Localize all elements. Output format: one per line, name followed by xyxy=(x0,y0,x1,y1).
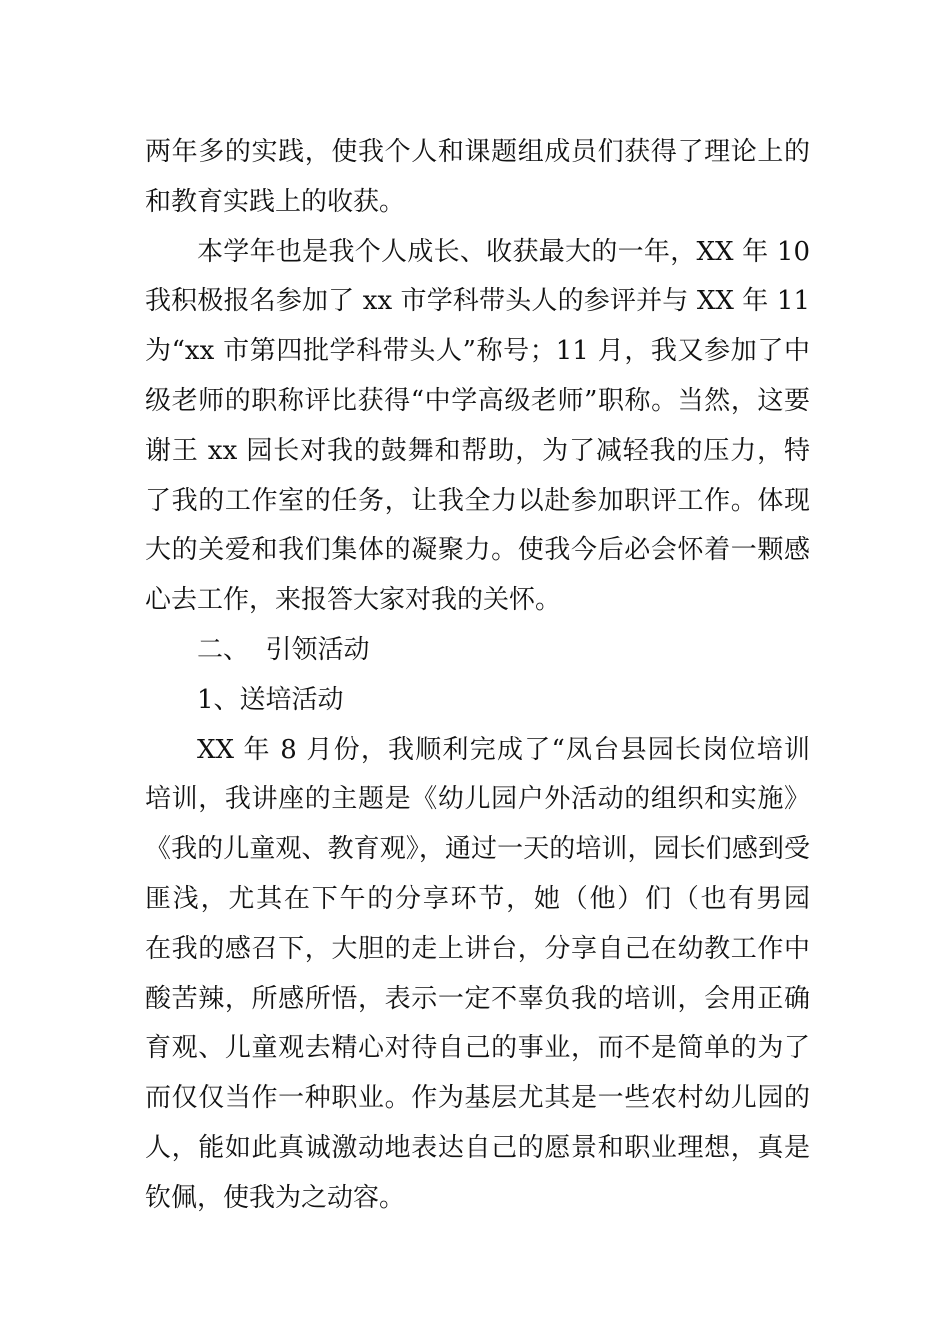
paragraph-line: 本学年也是我个人成长、收获最大的一年，XX 年 10 xyxy=(197,236,810,267)
paragraph-line: 而仅仅当作一种职业。作为基层尤其是一些农村幼儿园的 xyxy=(145,1083,810,1114)
paragraph-line: 级老师的职称评比获得“中学高级老师”职称。当然，这要 xyxy=(145,385,810,416)
subsection-heading: 1、送培活动 xyxy=(197,684,344,715)
document-body xyxy=(145,128,810,1224)
paragraph-line: 酸苦辣，所感所悟，表示一定不辜负我的培训，会用正确 xyxy=(145,983,810,1014)
paragraph-line: 心去工作，来报答大家对我的关怀。 xyxy=(145,585,562,616)
paragraph-line: 为“xx 市第四批学科带头人”称号；11 月，我又参加了中 xyxy=(145,336,810,367)
paragraph-line: XX 年 8 月份，我顺利完成了“凤台县园长岗位培训 xyxy=(197,734,810,765)
paragraph-line: 匪浅，尤其在下午的分享环节，她（他）们（也有男园 xyxy=(145,883,810,914)
paragraph-line: 和教育实践上的收获。 xyxy=(145,186,406,217)
section-heading: 二、 引领活动 xyxy=(197,634,370,665)
paragraph-line: 钦佩，使我为之动容。 xyxy=(145,1182,406,1213)
paragraph-line: 两年多的实践，使我个人和课题组成员们获得了理论上的 xyxy=(145,137,810,167)
paragraph-line: 谢王 xx 园长对我的鼓舞和帮助，为了减轻我的压力，特 xyxy=(145,435,810,466)
paragraph-line: 大的关爱和我们集体的凝聚力。使我今后必会怀着一颗感 xyxy=(145,535,810,566)
paragraph-line: 培训，我讲座的主题是《幼儿园户外活动的组织和实施》 xyxy=(145,784,810,815)
paragraph-line: 《我的儿童观、教育观》，通过一天的培训，园长们感到受 xyxy=(145,834,810,865)
paragraph-line: 育观、儿童观去精心对待自己的事业，而不是简单的为了 xyxy=(145,1033,810,1064)
paragraph-line: 了我的工作室的任务，让我全力以赴参加职评工作。体现 xyxy=(145,485,810,516)
paragraph-line: 人，能如此真诚激动地表达自己的愿景和职业理想，真是 xyxy=(145,1132,810,1163)
paragraph-line: 在我的感召下，大胆的走上讲台，分享自己在幼教工作中 xyxy=(145,933,810,964)
paragraph-line: 我积极报名参加了 xx 市学科带头人的参评并与 XX 年 11 xyxy=(145,286,810,317)
